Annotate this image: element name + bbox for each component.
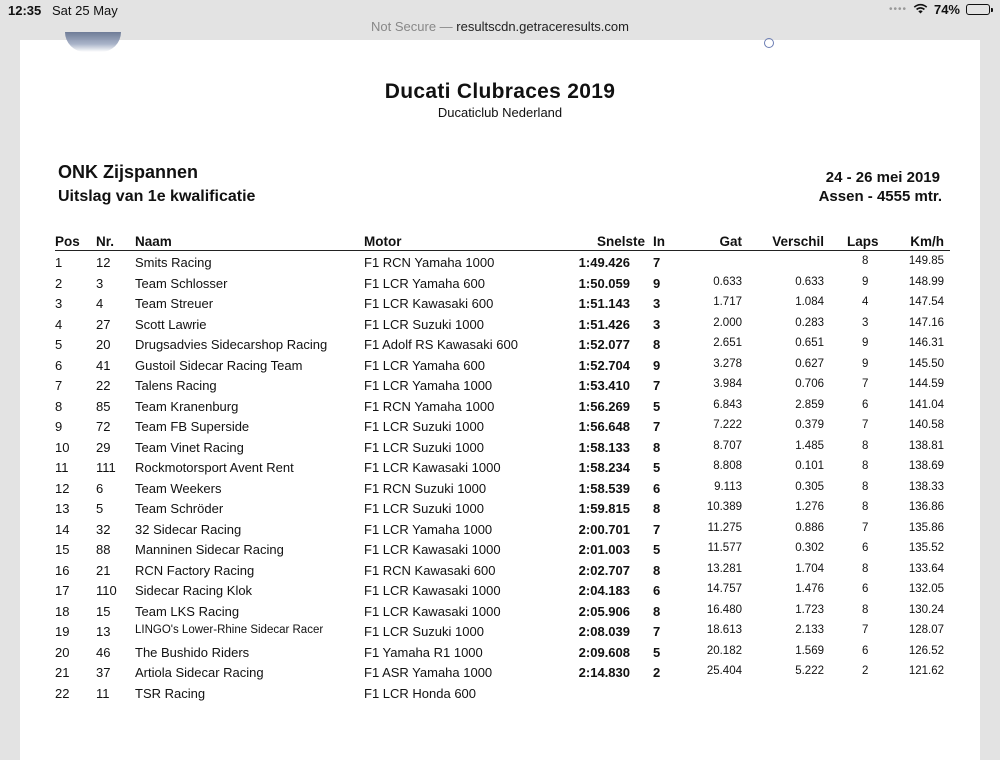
table-row bbox=[55, 356, 950, 377]
cell-best: 2:14.830 bbox=[578, 665, 630, 680]
cell-pos: 13 bbox=[55, 501, 70, 516]
cell-best: 1:58.133 bbox=[578, 439, 630, 455]
cell-laps: 7 bbox=[862, 419, 869, 431]
cell-diff: 0.651 bbox=[795, 337, 824, 349]
cell-in: 9 bbox=[653, 357, 661, 373]
cell-best: 1:51.143 bbox=[578, 296, 630, 311]
cell-motor: F1 RCN Yamaha 1000 bbox=[364, 398, 495, 414]
header-motor: Motor bbox=[364, 234, 402, 249]
cell-name: Team Kranenburg bbox=[135, 398, 239, 414]
table-row bbox=[55, 417, 950, 438]
cell-kmh: 121.62 bbox=[908, 665, 944, 677]
cell-gap: 11.577 bbox=[707, 542, 742, 554]
cell-pos: 6 bbox=[55, 357, 63, 373]
url-host: resultscdn.getraceresults.com bbox=[456, 19, 629, 34]
cell-name: Team Vinet Racing bbox=[135, 439, 244, 455]
cell-in: 6 bbox=[653, 583, 661, 598]
cell-gap: 11.275 bbox=[707, 521, 742, 534]
sponsor-logo-icon bbox=[764, 38, 774, 48]
cell-name: Team Schlosser bbox=[135, 275, 228, 291]
cell-motor: F1 LCR Kawasaki 1000 bbox=[364, 460, 501, 475]
table-row bbox=[55, 294, 950, 315]
cell-kmh: 135.86 bbox=[908, 521, 944, 534]
cell-kmh: 146.31 bbox=[908, 337, 944, 349]
cell-pos: 12 bbox=[55, 480, 70, 496]
cell-kmh: 130.24 bbox=[908, 603, 944, 616]
event-name: ONK Zijspannen bbox=[58, 162, 199, 182]
cell-kmh: 128.07 bbox=[908, 624, 944, 636]
cell-motor: F1 LCR Yamaha 1000 bbox=[364, 521, 493, 537]
cell-diff: 1.485 bbox=[795, 439, 824, 452]
cell-kmh: 147.54 bbox=[908, 296, 944, 308]
cell-name: Team Weekers bbox=[135, 480, 222, 496]
table-row bbox=[55, 622, 950, 643]
cell-gap: 8.707 bbox=[713, 439, 742, 452]
cell-best: 1:51.426 bbox=[578, 316, 630, 332]
cell-laps: 8 bbox=[862, 255, 869, 267]
cell-laps: 6 bbox=[862, 644, 869, 657]
cell-laps: 7 bbox=[862, 521, 869, 534]
cell-gap: 13.281 bbox=[706, 562, 742, 575]
cell-in: 7 bbox=[653, 255, 661, 270]
cell-laps: 9 bbox=[862, 275, 869, 288]
cell-kmh: 138.33 bbox=[908, 480, 944, 493]
cell-motor: F1 RCN Kawasaki 600 bbox=[364, 562, 496, 578]
table-row bbox=[55, 315, 950, 336]
cell-best: 1:52.077 bbox=[578, 337, 630, 352]
cell-gap: 3.278 bbox=[713, 357, 742, 370]
cell-diff: 0.633 bbox=[795, 275, 824, 288]
cell-motor: F1 ASR Yamaha 1000 bbox=[364, 665, 493, 680]
results-document bbox=[20, 40, 980, 760]
table-row bbox=[55, 520, 950, 541]
cell-nr: 37 bbox=[96, 665, 111, 680]
cell-pos: 3 bbox=[55, 296, 63, 311]
cell-nr: 21 bbox=[96, 562, 111, 578]
cell-gap: 25.404 bbox=[706, 665, 742, 677]
cell-motor: F1 LCR Suzuki 1000 bbox=[364, 624, 484, 639]
cell-diff: 0.706 bbox=[795, 378, 824, 390]
cell-nr: 85 bbox=[96, 398, 111, 414]
cell-laps: 8 bbox=[862, 603, 869, 616]
cell-name: Gustoil Sidecar Racing Team bbox=[135, 357, 303, 373]
cell-motor: F1 LCR Suzuki 1000 bbox=[364, 419, 484, 434]
cell-nr: 110 bbox=[96, 583, 117, 598]
cell-laps: 6 bbox=[862, 542, 869, 554]
header-gap: Gat bbox=[719, 234, 742, 249]
cell-pos: 17 bbox=[55, 583, 70, 598]
table-row bbox=[55, 438, 950, 459]
cell-kmh: 145.50 bbox=[908, 357, 944, 370]
page-title: Ducati Clubraces 2019 bbox=[384, 80, 616, 103]
cell-pos: 10 bbox=[55, 439, 70, 455]
table-row bbox=[55, 561, 950, 582]
cell-in: 3 bbox=[653, 296, 661, 311]
cell-name: Sidecar Racing Klok bbox=[135, 583, 253, 598]
cell-best: 2:02.707 bbox=[578, 562, 630, 578]
battery-percentage: 74% bbox=[933, 2, 960, 17]
cell-diff: 1.569 bbox=[795, 644, 824, 657]
cell-nr: 20 bbox=[96, 337, 111, 352]
cell-nr: 29 bbox=[96, 439, 111, 455]
cell-best: 1:49.426 bbox=[578, 255, 630, 270]
table-row bbox=[55, 581, 950, 602]
cell-name: TSR Racing bbox=[135, 685, 206, 701]
cell-laps: 3 bbox=[862, 316, 869, 329]
cell-diff: 0.101 bbox=[795, 460, 824, 472]
cell-kmh: 132.05 bbox=[908, 583, 944, 595]
header-name: Naam bbox=[135, 234, 172, 249]
cell-motor: F1 Adolf RS Kawasaki 600 bbox=[364, 337, 518, 352]
cell-in: 2 bbox=[653, 665, 661, 680]
cell-laps: 8 bbox=[862, 480, 869, 493]
table-row bbox=[55, 479, 950, 500]
status-date: Sat 25 May bbox=[52, 3, 118, 18]
cell-kmh: 135.52 bbox=[908, 542, 944, 554]
cell-kmh: 138.69 bbox=[908, 460, 944, 472]
event-venue: Assen - 4555 mtr. bbox=[818, 188, 942, 205]
cell-in: 8 bbox=[653, 562, 661, 578]
cell-gap: 10.389 bbox=[706, 501, 742, 513]
cell-nr: 4 bbox=[96, 296, 104, 311]
cell-laps: 6 bbox=[862, 583, 869, 595]
cell-in: 9 bbox=[653, 275, 661, 291]
cell-gap: 14.757 bbox=[706, 583, 742, 595]
cell-nr: 72 bbox=[96, 419, 111, 434]
header-in: In bbox=[653, 234, 665, 249]
cell-motor: F1 LCR Yamaha 600 bbox=[364, 275, 485, 291]
cell-name: Team Streuer bbox=[135, 296, 214, 311]
cell-in: 8 bbox=[653, 603, 661, 619]
cell-best: 2:09.608 bbox=[578, 644, 630, 660]
cell-motor: F1 LCR Yamaha 1000 bbox=[364, 378, 493, 393]
cell-pos: 8 bbox=[55, 398, 63, 414]
cell-kmh: 144.59 bbox=[908, 378, 944, 390]
header-kmh: Km/h bbox=[910, 234, 944, 249]
cell-gap: 3.984 bbox=[713, 378, 742, 390]
header-pos: Pos bbox=[55, 234, 80, 249]
cell-nr: 13 bbox=[96, 624, 111, 639]
cell-pos: 19 bbox=[55, 624, 70, 639]
cell-nr: 27 bbox=[96, 316, 111, 332]
results-table bbox=[55, 234, 950, 704]
cell-best: 1:58.539 bbox=[578, 480, 630, 496]
cell-name: Smits Racing bbox=[135, 255, 212, 270]
cell-diff: 5.222 bbox=[795, 665, 824, 677]
cell-name: Drugsadvies Sidecarshop Racing bbox=[135, 337, 328, 352]
table-row bbox=[55, 274, 950, 295]
table-row bbox=[55, 499, 950, 520]
cell-gap: 7.222 bbox=[713, 419, 742, 431]
cell-kmh: 138.81 bbox=[908, 439, 944, 452]
cell-laps: 2 bbox=[862, 665, 869, 677]
session-name: Uitslag van 1e kwalificatie bbox=[58, 188, 256, 205]
cell-kmh: 126.52 bbox=[908, 644, 944, 657]
cell-laps: 8 bbox=[862, 562, 869, 575]
cell-nr: 88 bbox=[96, 542, 111, 557]
cell-name: Scott Lawrie bbox=[135, 316, 207, 332]
cell-pos: 1 bbox=[55, 255, 63, 270]
cell-pos: 11 bbox=[55, 460, 69, 475]
cell-laps: 8 bbox=[862, 460, 869, 472]
cell-diff: 0.627 bbox=[795, 357, 824, 370]
cell-motor: F1 LCR Honda 600 bbox=[364, 685, 477, 701]
cell-gap: 9.113 bbox=[714, 480, 742, 493]
cell-laps: 8 bbox=[862, 439, 869, 452]
cell-name: Talens Racing bbox=[135, 378, 217, 393]
cell-pos: 20 bbox=[55, 644, 70, 660]
cell-in: 7 bbox=[653, 378, 661, 393]
table-row bbox=[55, 643, 950, 664]
cell-kmh: 140.58 bbox=[908, 419, 944, 431]
address-bar[interactable] bbox=[0, 14, 1000, 40]
cell-name: Rockmotorsport Avent Rent bbox=[135, 460, 294, 475]
table-row bbox=[55, 602, 950, 623]
cell-motor: F1 LCR Kawasaki 1000 bbox=[364, 583, 501, 598]
cell-nr: 22 bbox=[96, 378, 111, 393]
cell-diff: 1.476 bbox=[795, 583, 824, 595]
cell-pos: 4 bbox=[55, 316, 63, 332]
cell-gap: 2.000 bbox=[713, 316, 742, 329]
cell-in: 5 bbox=[653, 644, 661, 660]
cell-kmh: 141.04 bbox=[908, 398, 944, 411]
cell-in: 5 bbox=[653, 542, 661, 557]
cell-gap: 0.633 bbox=[713, 275, 742, 288]
cell-best: 1:56.269 bbox=[578, 398, 630, 414]
table-row bbox=[55, 458, 950, 479]
cell-pos: 15 bbox=[55, 542, 70, 557]
cell-name: The Bushido Riders bbox=[135, 644, 250, 660]
cell-pos: 16 bbox=[55, 562, 70, 578]
cell-kmh: 148.99 bbox=[908, 275, 944, 288]
cell-nr: 46 bbox=[96, 644, 111, 660]
cell-motor: F1 LCR Kawasaki 600 bbox=[364, 296, 494, 311]
event-date: 24 - 26 mei 2019 bbox=[825, 169, 940, 186]
cell-in: 5 bbox=[653, 398, 661, 414]
cell-motor: F1 RCN Yamaha 1000 bbox=[364, 255, 495, 270]
table-row bbox=[55, 540, 950, 561]
cell-best: 2:08.039 bbox=[578, 624, 630, 639]
cell-best: 1:52.704 bbox=[578, 357, 630, 373]
cell-laps: 8 bbox=[862, 501, 869, 513]
cell-in: 3 bbox=[653, 316, 661, 332]
cell-best: 1:50.059 bbox=[578, 275, 630, 291]
cell-kmh: 149.85 bbox=[908, 255, 944, 267]
cell-pos: 2 bbox=[55, 275, 63, 291]
cell-best: 2:00.701 bbox=[578, 521, 630, 537]
cell-diff: 1.276 bbox=[795, 501, 824, 513]
cell-best: 2:01.003 bbox=[578, 542, 630, 557]
header-nr: Nr. bbox=[96, 234, 115, 249]
cell-kmh: 133.64 bbox=[908, 562, 944, 575]
cell-nr: 3 bbox=[96, 275, 104, 291]
cell-best: 1:58.234 bbox=[578, 460, 630, 475]
cell-best: 2:05.906 bbox=[578, 603, 630, 619]
cell-name: 32 Sidecar Racing bbox=[135, 521, 242, 537]
table-row bbox=[55, 397, 950, 418]
cell-laps: 4 bbox=[862, 296, 869, 308]
cell-motor: F1 LCR Suzuki 1000 bbox=[364, 501, 484, 516]
cell-kmh: 136.86 bbox=[908, 501, 944, 513]
cell-motor: F1 RCN Suzuki 1000 bbox=[364, 480, 487, 496]
cell-nr: 111 bbox=[96, 460, 116, 475]
cell-pos: 21 bbox=[55, 665, 70, 680]
cell-gap: 16.480 bbox=[706, 603, 742, 616]
cell-diff: 0.283 bbox=[795, 316, 824, 329]
cell-nr: 41 bbox=[96, 357, 111, 373]
cell-diff: 1.084 bbox=[795, 296, 824, 308]
cell-diff: 2.859 bbox=[795, 398, 824, 411]
cell-nr: 5 bbox=[96, 501, 104, 516]
cell-in: 7 bbox=[653, 419, 661, 434]
cell-nr: 12 bbox=[96, 255, 111, 270]
cell-name: RCN Factory Racing bbox=[135, 562, 255, 578]
header-laps: Laps bbox=[847, 234, 879, 249]
cell-nr: 11 bbox=[96, 685, 110, 701]
cell-gap: 8.808 bbox=[713, 460, 742, 472]
cell-in: 7 bbox=[653, 521, 661, 537]
page-subtitle: Ducaticlub Nederland bbox=[437, 105, 563, 120]
cell-motor: F1 LCR Suzuki 1000 bbox=[364, 316, 484, 332]
club-logo-icon bbox=[65, 32, 121, 52]
header-best: Snelste bbox=[596, 234, 645, 249]
cell-laps: 6 bbox=[862, 398, 869, 411]
cell-diff: 0.302 bbox=[795, 542, 824, 554]
cell-pos: 9 bbox=[55, 419, 63, 434]
cell-motor: F1 LCR Yamaha 600 bbox=[364, 357, 485, 373]
cell-in: 8 bbox=[653, 501, 661, 516]
cell-gap: 20.182 bbox=[706, 644, 742, 657]
table-row bbox=[55, 663, 950, 684]
cell-laps: 7 bbox=[862, 624, 869, 636]
cell-pos: 14 bbox=[55, 521, 70, 537]
results-header bbox=[55, 234, 950, 251]
cell-name: Team LKS Racing bbox=[135, 603, 240, 619]
cell-best: 1:59.815 bbox=[578, 501, 630, 516]
cell-nr: 15 bbox=[96, 603, 111, 619]
cell-motor: F1 LCR Kawasaki 1000 bbox=[364, 603, 501, 619]
cell-diff: 2.133 bbox=[795, 624, 824, 636]
cell-in: 8 bbox=[653, 337, 661, 352]
security-indicator: Not Secure — bbox=[371, 19, 453, 34]
results-rows bbox=[55, 253, 950, 704]
table-row bbox=[55, 335, 950, 356]
cell-pos: 18 bbox=[55, 603, 70, 619]
cell-gap: 1.717 bbox=[713, 296, 742, 308]
cell-nr: 32 bbox=[96, 521, 111, 537]
cell-motor: F1 Yamaha R1 1000 bbox=[364, 644, 483, 660]
table-row bbox=[55, 253, 950, 274]
cell-in: 8 bbox=[653, 439, 661, 455]
cell-name: Team Schröder bbox=[135, 501, 224, 516]
cell-pos: 22 bbox=[55, 685, 70, 701]
cell-name: Team FB Superside bbox=[135, 419, 250, 434]
cell-diff: 0.886 bbox=[795, 521, 824, 534]
cell-gap: 18.613 bbox=[706, 624, 742, 636]
table-row bbox=[55, 376, 950, 397]
cell-motor: F1 LCR Suzuki 1000 bbox=[364, 439, 484, 455]
cell-name: Artiola Sidecar Racing bbox=[135, 665, 264, 680]
cell-diff: 1.723 bbox=[795, 603, 824, 616]
cell-kmh: 147.16 bbox=[908, 316, 944, 329]
header-diff: Verschil bbox=[772, 234, 824, 249]
cell-laps: 7 bbox=[862, 378, 869, 390]
cell-in: 6 bbox=[653, 480, 661, 496]
cell-name: LINGO's Lower-Rhine Sidecar Racer bbox=[135, 624, 324, 636]
cell-gap: 6.843 bbox=[713, 398, 742, 411]
cell-diff: 0.379 bbox=[795, 419, 824, 431]
cell-name: Manninen Sidecar Racing bbox=[135, 542, 284, 557]
multitask-dots-icon: •••• bbox=[888, 4, 907, 15]
cell-best: 1:56.648 bbox=[578, 419, 630, 434]
cell-in: 5 bbox=[653, 460, 661, 475]
cell-pos: 5 bbox=[55, 337, 63, 352]
cell-diff: 1.704 bbox=[795, 562, 824, 575]
cell-pos: 7 bbox=[55, 378, 63, 393]
status-time: 12:35 bbox=[8, 3, 42, 18]
table-row bbox=[55, 684, 950, 705]
cell-laps: 9 bbox=[862, 357, 869, 370]
cell-laps: 9 bbox=[862, 337, 869, 349]
cell-best: 1:53.410 bbox=[578, 378, 630, 393]
cell-nr: 6 bbox=[96, 480, 104, 496]
cell-motor: F1 LCR Kawasaki 1000 bbox=[364, 542, 501, 557]
cell-in: 7 bbox=[653, 624, 661, 639]
cell-gap: 2.651 bbox=[713, 337, 742, 349]
cell-best: 2:04.183 bbox=[578, 583, 630, 598]
cell-diff: 0.305 bbox=[795, 480, 824, 493]
